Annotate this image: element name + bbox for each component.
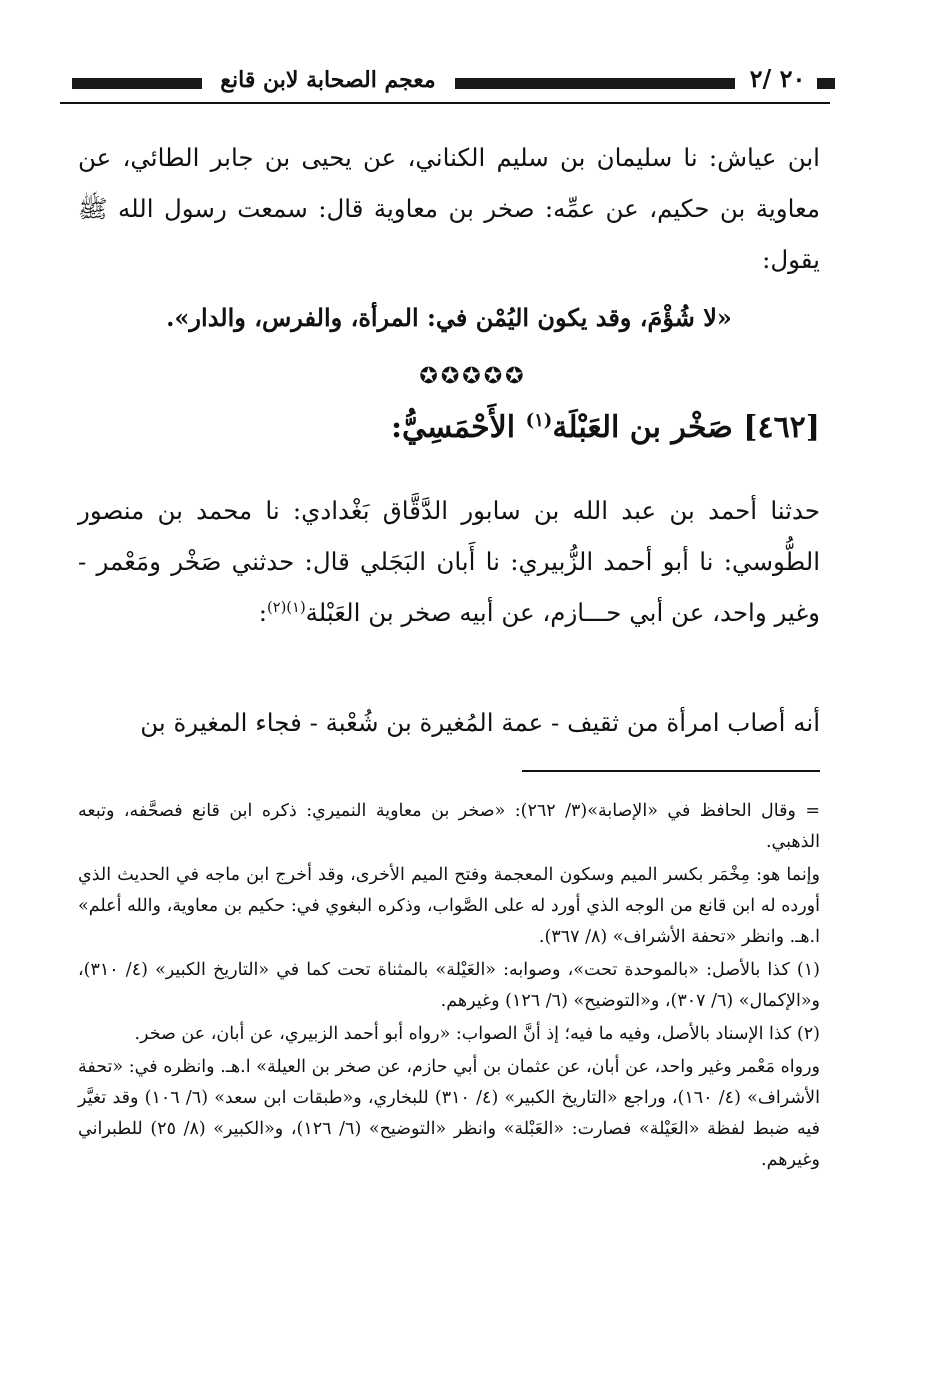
- entry-heading: [78, 410, 820, 445]
- footnote-separator: [522, 770, 820, 772]
- page-number: ٢٠ /٢: [749, 64, 806, 93]
- header-ornament-bar-middle: [455, 78, 735, 89]
- header-rule: [60, 102, 830, 104]
- header-ornament-bar-right: [817, 78, 835, 89]
- header-ornament-bar-left: [72, 78, 202, 89]
- footnote-ref: (١): [525, 410, 553, 431]
- paragraph-isnad-2: [78, 485, 820, 638]
- section-separator: ✪✪✪✪✪: [419, 364, 527, 389]
- paragraph-matn: أنه أصاب امرأة من ثقيف - عمة المُغيرة بن شُعْبة - فجاء المغيرة بن: [140, 708, 820, 737]
- footnotes: [78, 796, 820, 1178]
- hadith-quote: «لا شُؤْمَ، وقد يكون اليُمْن في: المرأة، والفرس، والدار».: [166, 303, 732, 332]
- book-title: معجم الصحابة لابن قانع: [220, 67, 436, 93]
- footnote-2: (٢) كذا الإسناد بالأصل، وفيه ما فيه؛ إذ أنَّ الصواب: «رواه أبو أحمد الزبيري، عن أبان، عن صخر.: [134, 1024, 820, 1044]
- footnote-refs: (١)(٢): [266, 598, 306, 616]
- footnote-1: (١) كذا بالأصل: «بالموحدة تحت»، وصوابه: «العَيْلة» بالمثناة تحت كما في «التاريخ الكبير» (٤/ ٣١٠)، و«الإكمال» (٦/ ٣٠٧)، و«التوضيح» (٦/ ١٢٦) وغيرهم.: [78, 960, 820, 1011]
- entry-nisba: الأَحْمَسِيُّ:: [390, 410, 516, 445]
- isnad-colon: :: [258, 598, 267, 627]
- paragraph-isnad-1: ابن عياش: نا سليمان بن سليم الكناني، عن يحيى بن جابر الطائي، عن معاوية بن حكيم، عن عمِّه: صخر بن معاوية قال: سمعت رسول الله ﷺ يقول:: [78, 143, 820, 274]
- footnote-2-continuation: ورواه مَعْمر وغير واحد، عن أبان، عن عثمان بن أبي حازم، عن صخر بن العيلة» ا.هـ. وانظره في: «تحفة الأشراف» (٤/ ١٦٠)، وراجع «التاريخ الكبير» (٤/ ٣١٠) للبخاري، و«طبقات ابن سعد» (٦/ ١٠٦) وقد تغيَّر فيه ضبط لفظة «العَيْلة» فصارت: «العَبْلة» وانظر «التوضيح» (٦/ ١٢٦)، و«الكبير» (٨/ ٢٥) للطبراني وغيرهم.: [78, 1057, 820, 1170]
- entry-name: صَخْر بن العَبْلَة: [552, 410, 733, 445]
- isnad-text: حدثنا أحمد بن عبد الله بن سابور الدَّقَّاق بَغْدادي: نا محمد بن منصور الطُّوسي: نا أبو أحمد الزُّبيري: نا أَبان البَجَلي قال: حدثني صَخْر ومَعْمر - وغير واحد، عن أبي حـــازم، عن أبيه صخر بن العَبْلة: [78, 496, 820, 627]
- running-header: [60, 62, 830, 106]
- footnote-continuation: = وقال الحافظ في «الإصابة»(٣/ ٢٦٢): «صخر بن معاوية النميري: ذكره ابن قانع فصحَّفه، وتبعه الذهبي.: [78, 801, 820, 852]
- footnote-continuation-2: وإنما هو: مِخْمَر بكسر الميم وسكون المعجمة وفتح الميم الأخرى، وقد أخرج ابن ماجه في الحديث الذي أورده له ابن قانع من الوجه الذي أورد له على الصَّواب، وذكره البغوي في: حكيم بن معاوية، والله أعلم» ا.هـ. وانظر «تحفة الأشراف» (٨/ ٣٦٧).: [78, 865, 820, 947]
- entry-number: [٤٦٢]: [743, 410, 820, 445]
